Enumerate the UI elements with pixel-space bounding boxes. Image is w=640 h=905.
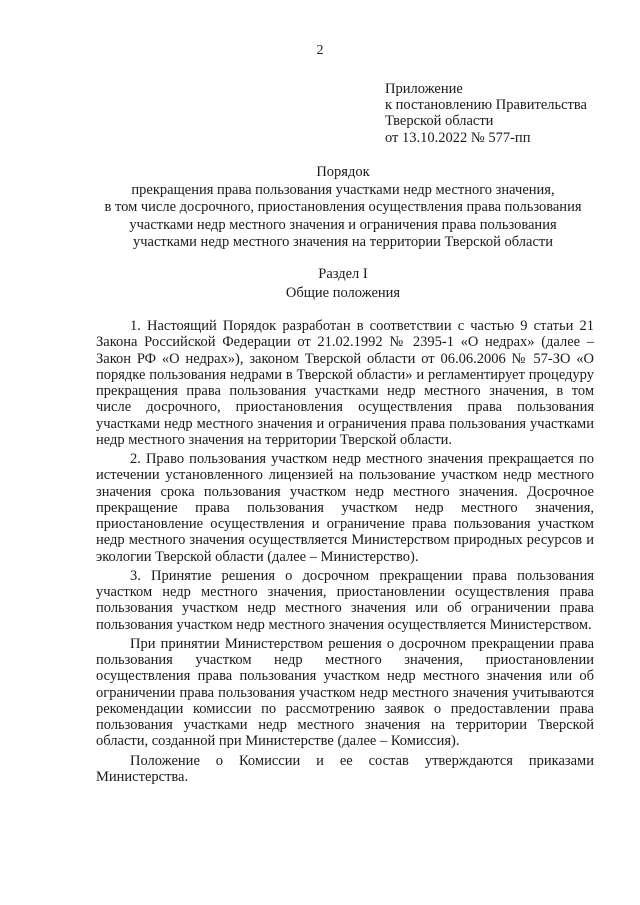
title-line: участками недр местного значения на территории Тверской области (132, 234, 553, 251)
appendix-line: Приложение (385, 81, 463, 97)
paragraph-2: 2. Право пользования участком недр местного значения прекращается по истечении установленного лицензией на пользование участком недр местного значения срока пользования участком недр местного значения. Досрочное прекращение права пользования участком недр местного значения, приостановление осуществления и ограничение права пользования участком недр местного значения осуществляется Министерством природных ресурсов и экологии Тверской области (далее – Министерство). (96, 451, 594, 565)
title-line: участками недр местного значения и ограничения права пользования (129, 216, 557, 233)
paragraph-commission: Положение о Комиссии и ее состав утверждаются приказами Министерства. (96, 752, 594, 785)
section-number: Раздел I (318, 266, 368, 282)
appendix-header (385, 81, 635, 146)
section-name: Общие положения (285, 284, 401, 301)
document-title (20, 164, 640, 252)
section-heading (20, 265, 640, 302)
title-heading: Порядок (316, 164, 370, 180)
paragraph-3: 3. Принятие решения о досрочном прекращении права пользования участком недр местного значения, приостановлении осуществления права пользования участком недр местного значения или об ограничении права пользования участком недр местного значения осуществляется Министерством. (96, 567, 594, 633)
document-body (96, 318, 594, 788)
page-number: 2 (316, 43, 324, 58)
title-line: в том числе досрочного, приостановления осуществления права пользования (104, 199, 582, 216)
title-line: прекращения права пользования участками недр местного значения, (131, 181, 555, 198)
appendix-line: Тверской области (385, 113, 494, 130)
appendix-line: к постановлению Правительства (385, 97, 587, 114)
paragraph-1: 1. Настоящий Порядок разработан в соответствии с частью 9 статьи 21 Закона Российской Федерации от 21.02.1992 № 2395-1 «О недрах» (далее – Закон РФ «О недрах»), законом Тверской области от 06.06.2006 № 57-ЗО «О порядке пользования недрами в Тверской области» и регламентирует процедуру прекращения права пользования участками недр местного значения, в том числе досрочного, приостановления осуществления права пользования участками недр местного значения и ограничения права пользования участками недр местного значения на территории Тверской области. (96, 318, 594, 448)
paragraph-3-continued: При принятии Министерством решения о досрочном прекращении права пользования участком недр местного значения, приостановлении осуществления права пользования участком недр местного значения или об ограничении права пользования участком недр местного значения учитываются рекомендации комиссии по рассмотрению заявок о предоставлении права пользования участками недр местного значения на территории Тверской области, созданной при Министерстве (далее – Комиссия). (96, 635, 594, 750)
appendix-date-number: от 13.10.2022 № 577-пп (385, 129, 531, 146)
